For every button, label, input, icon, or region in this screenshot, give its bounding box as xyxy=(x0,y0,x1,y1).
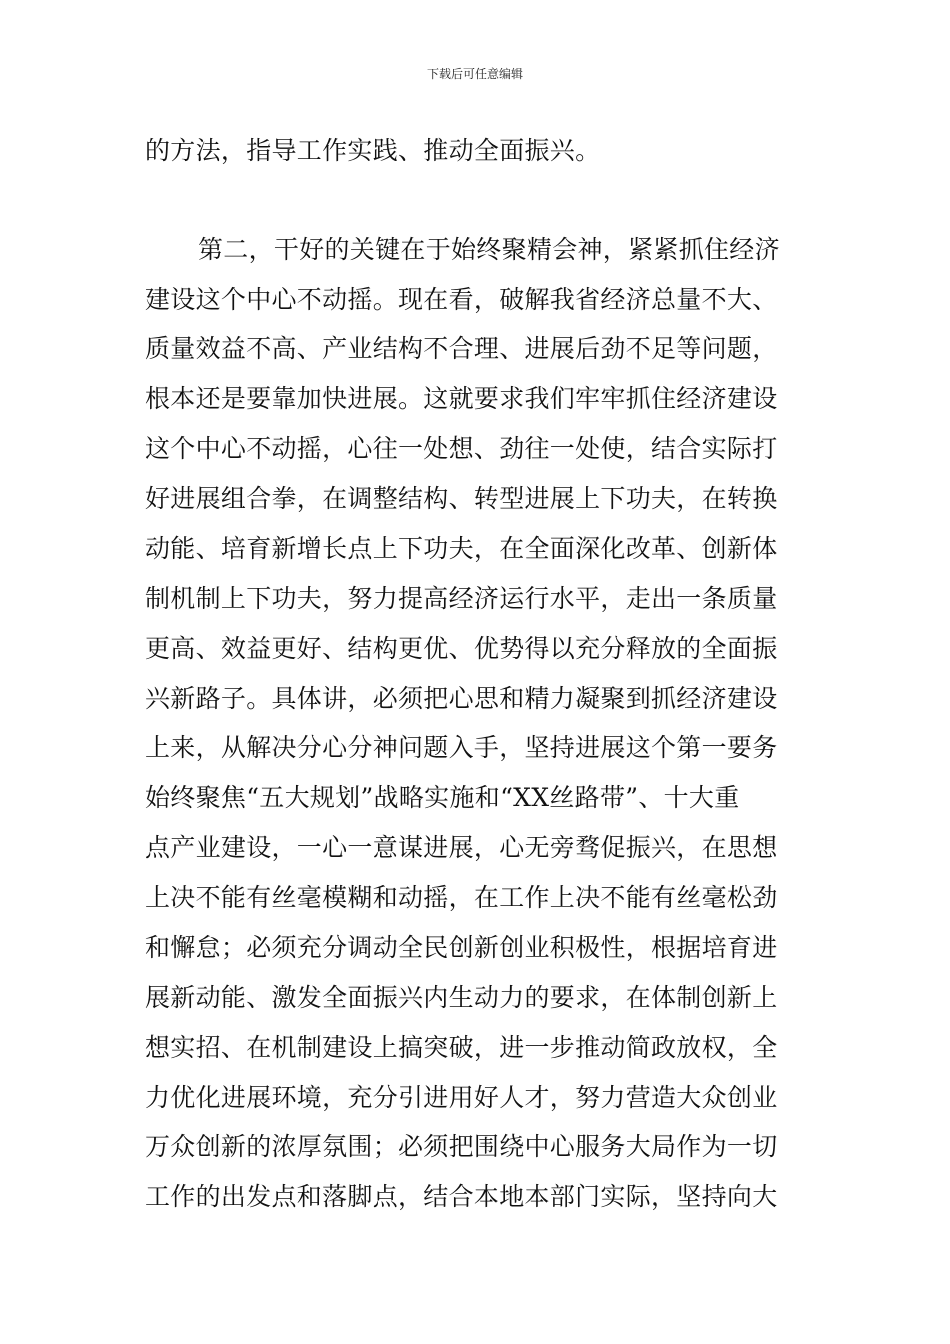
paragraph-1-line: 的方法，指导工作实践、推动全面振兴。 xyxy=(145,136,601,165)
paragraph-2-line: 根本还是要靠加快进展。这就要求我们牢牢抓住经济建设 xyxy=(145,384,778,413)
paragraph-2-line: 力优化进展环境，充分引进用好人才，努力营造大众创业 xyxy=(145,1083,778,1112)
paragraph-2-line: 始终聚焦“五大规划”战略实施和“XX丝路带”、十大重 xyxy=(145,783,740,812)
paragraph-2-line: 上来，从解决分心分神问题入手，坚持进展这个第一要务 xyxy=(145,733,778,762)
paragraph-2-line: 制机制上下功夫，努力提高经济运行水平，走出一条质量 xyxy=(145,584,778,613)
paragraph-2-line: 万众创新的浓厚氛围；必须把围绕中心服务大局作为一切 xyxy=(145,1132,778,1161)
paragraph-2-line: 展新动能、激发全面振兴内生动力的要求，在体制创新上 xyxy=(145,983,778,1012)
page-header: 下载后可任意编辑 xyxy=(426,67,523,81)
paragraph-2-line: 第二，干好的关键在于始终聚精会神，紧紧抓住经济 xyxy=(198,235,780,264)
paragraph-2-line: 质量效益不高、产业结构不合理、进展后劲不足等问题， xyxy=(145,334,778,363)
paragraph-2-line: 兴新路子。具体讲，必须把心思和精力凝聚到抓经济建设 xyxy=(145,684,778,713)
paragraph-2-line: 更高、效益更好、结构更优、优势得以充分释放的全面振 xyxy=(145,634,778,663)
paragraph-2-line: 动能、培育新增长点上下功夫，在全面深化改革、创新体 xyxy=(145,534,778,563)
paragraph-2-line: 建设这个中心不动摇。现在看，破解我省经济总量不大、 xyxy=(145,285,778,314)
paragraph-2-line: 这个中心不动摇，心往一处想、劲往一处使，结合实际打 xyxy=(145,434,778,463)
paragraph-2-line: 和懈怠；必须充分调动全民创新创业积极性，根据培育进 xyxy=(145,933,778,962)
paragraph-2-line: 好进展组合拳，在调整结构、转型进展上下功夫，在转换 xyxy=(145,484,778,513)
paragraph-2-line: 工作的出发点和落脚点，结合本地本部门实际，坚持向大 xyxy=(145,1182,778,1211)
paragraph-2-line: 想实招、在机制建设上搞突破，进一步推动简政放权，全 xyxy=(145,1033,778,1062)
paragraph-2-line: 点产业建设，一心一意谋进展，心无旁骛促振兴，在思想 xyxy=(145,833,778,862)
paragraph-2-line: 上决不能有丝毫模糊和动摇，在工作上决不能有丝毫松劲 xyxy=(145,883,778,912)
